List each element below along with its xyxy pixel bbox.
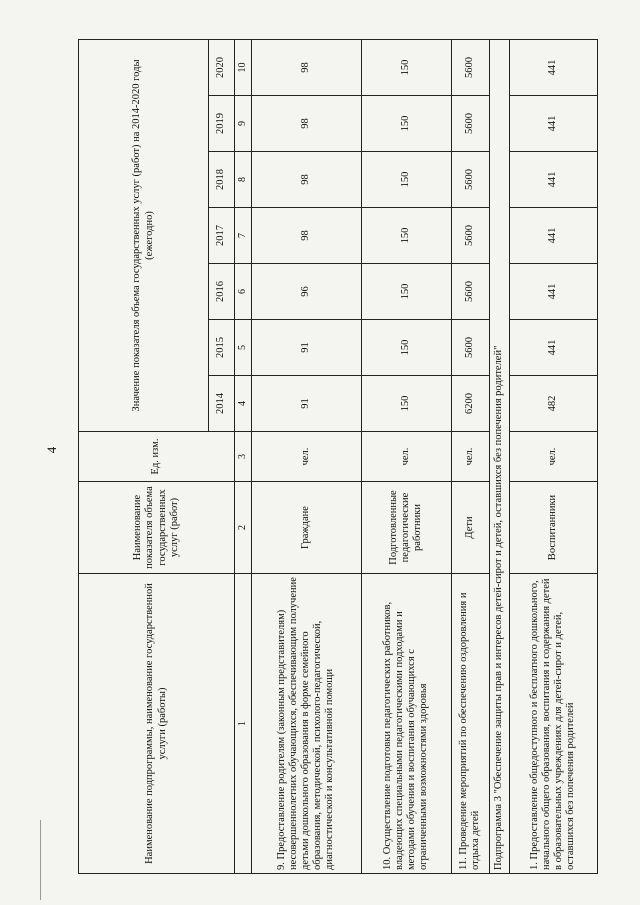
col-number: 10	[235, 39, 252, 95]
margin-mark	[40, 820, 41, 900]
row-value: 6200	[451, 376, 489, 432]
row-value: 441	[509, 264, 597, 320]
col-number: 4	[235, 376, 252, 432]
header-unit: Ед. изм.	[79, 432, 235, 482]
row-unit: чел.	[451, 432, 489, 482]
row-indicator: Дети	[451, 482, 489, 574]
col-number: 9	[235, 96, 252, 152]
row-unit: чел.	[361, 432, 451, 482]
col-number: 7	[235, 208, 252, 264]
rotated-table-container	[78, 40, 611, 874]
row-value: 98	[251, 208, 361, 264]
row-value: 150	[361, 39, 451, 95]
row-value: 5600	[451, 208, 489, 264]
col-number: 8	[235, 152, 252, 208]
row-value: 441	[509, 320, 597, 376]
subprogram-title: Подпрограмма 3 "Обеспечение защиты прав и интересов детей-сирот и детей, оставшихся без попечения родителей"	[489, 39, 509, 873]
table-row	[509, 39, 597, 873]
page-number: 4	[44, 446, 59, 454]
row-value: 150	[361, 320, 451, 376]
row-unit: чел.	[251, 432, 361, 482]
row-indicator: Подготовленные педагогические работники	[361, 482, 451, 574]
row-value: 5600	[451, 96, 489, 152]
row-name: 11. Проведение мероприятий по обеспечению оздоровления и отдыха детей	[451, 574, 489, 874]
header-year: 2014	[209, 376, 235, 432]
row-indicator: Граждане	[251, 482, 361, 574]
row-value: 98	[251, 152, 361, 208]
row-value: 441	[509, 96, 597, 152]
col-number: 3	[235, 432, 252, 482]
row-value: 5600	[451, 39, 489, 95]
row-value: 482	[509, 376, 597, 432]
row-value: 150	[361, 264, 451, 320]
row-value: 5600	[451, 264, 489, 320]
row-value: 5600	[451, 152, 489, 208]
row-indicator: Воспитанники	[509, 482, 597, 574]
row-value: 91	[251, 376, 361, 432]
header-year: 2015	[209, 320, 235, 376]
row-value: 441	[509, 39, 597, 95]
row-value: 91	[251, 320, 361, 376]
row-name: 9. Предоставление родителям (законным представителям) несовершеннолетних обучающихся, обеспечивающим получение детьми дошкольного образования в форме семейного образования, методической, психолого-педагогической, диагностической и консультативной помощи	[251, 574, 361, 874]
row-value: 98	[251, 96, 361, 152]
header-indicator: Наименование показателя объема государственных услуг (работ)	[79, 482, 235, 574]
header-year: 2016	[209, 264, 235, 320]
subprogram-row	[489, 39, 509, 873]
row-value: 150	[361, 152, 451, 208]
table-row	[451, 39, 489, 873]
row-value: 441	[509, 208, 597, 264]
row-value: 98	[251, 39, 361, 95]
col-number: 1	[235, 574, 252, 874]
header-year: 2018	[209, 152, 235, 208]
services-table	[78, 39, 598, 874]
col-number: 5	[235, 320, 252, 376]
row-value: 150	[361, 96, 451, 152]
row-value: 150	[361, 376, 451, 432]
row-name: 10. Осуществление подготовки педагогических работников, владеющих специальными педагогическими подходами и методами обучения и воспитания обучающихся с ограниченными возможностями здоровья	[361, 574, 451, 874]
row-name: 1. Предоставление общедоступного и бесплатного дошкольного, начального общего образования, воспитания и содержания детей в образовательных учреждениях для детей-сирот и детей, оставшихся без попечения родителей	[509, 574, 597, 874]
col-number: 6	[235, 264, 252, 320]
row-value: 96	[251, 264, 361, 320]
header-year: 2017	[209, 208, 235, 264]
header-year: 2019	[209, 96, 235, 152]
row-value: 5600	[451, 320, 489, 376]
col-number: 2	[235, 482, 252, 574]
header-values: Значение показателя объема государственных услуг (работ) на 2014-2020 годы (ежегодно)	[79, 39, 209, 431]
row-value: 441	[509, 152, 597, 208]
header-year: 2020	[209, 39, 235, 95]
row-unit: чел.	[509, 432, 597, 482]
header-name: Наименование подпрограммы, наименование государственной услуги (работы)	[79, 574, 235, 874]
row-value: 150	[361, 208, 451, 264]
table-row	[251, 39, 361, 873]
table-row	[361, 39, 451, 873]
